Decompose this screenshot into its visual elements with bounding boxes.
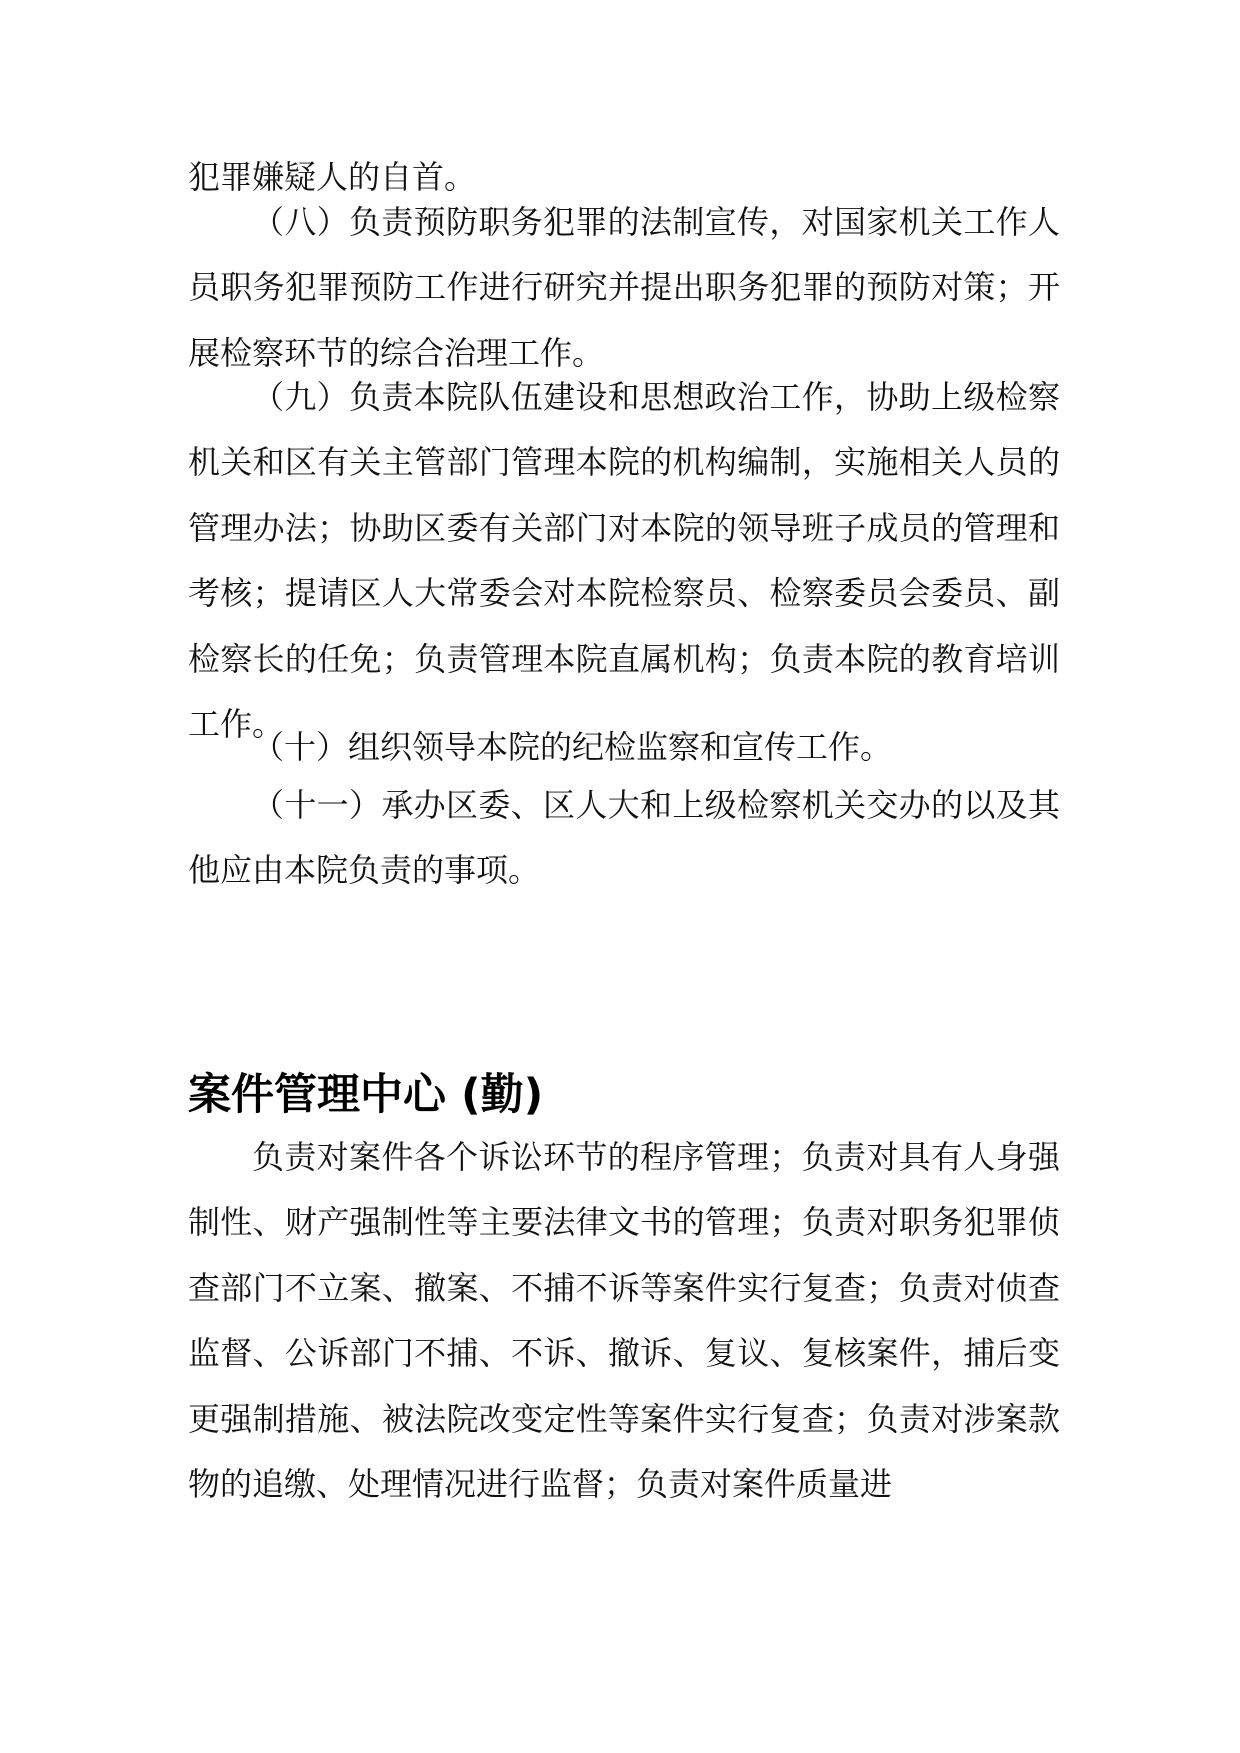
paragraph-item-9: （九）负责本院队伍建设和思想政治工作，协助上级检察机关和区有关主管部门管理本院的机构编制，实施相关人员的管理办法；协助区委有关部门对本院的领导班子成员的管理和考核；提请区人大常委会对本院检察员、检察委员会委员、副检察长的任免；负责管理本院直属机构；负责本院的教育培训工作。 (188, 378, 1060, 744)
section-heading: 案件管理中心 (勤) (188, 1070, 544, 1120)
paragraph-item-10: （十）组织领导本院的纪检监察和宣传工作。 (252, 728, 893, 766)
paragraph-continuation: 犯罪嫌疑人的自首。 (188, 158, 477, 196)
paragraph-item-8: （八）负责预防职务犯罪的法制宣传，对国家机关工作人员职务犯罪预防工作进行研究并提出职务犯罪的预防对策；开展检察环节的综合治理工作。 (188, 203, 1060, 372)
section-body-paragraph: 负责对案件各个诉讼环节的程序管理；负责对具有人身强制性、财产强制性等主要法律文书的管理；负责对职务犯罪侦查部门不立案、撤案、不捕不诉等案件实行复查；负责对侦查监督、公诉部门不捕、不诉、撤诉、复议、复核案件，捕后变更强制措施、被法院改变定性等案件实行复查；负责对涉案款物的追缴、处理情况进行监督；负责对案件质量进 (188, 1138, 1060, 1504)
paragraph-item-11: （十一）承办区委、区人大和上级检察机关交办的以及其他应由本院负责的事项。 (188, 786, 1060, 890)
